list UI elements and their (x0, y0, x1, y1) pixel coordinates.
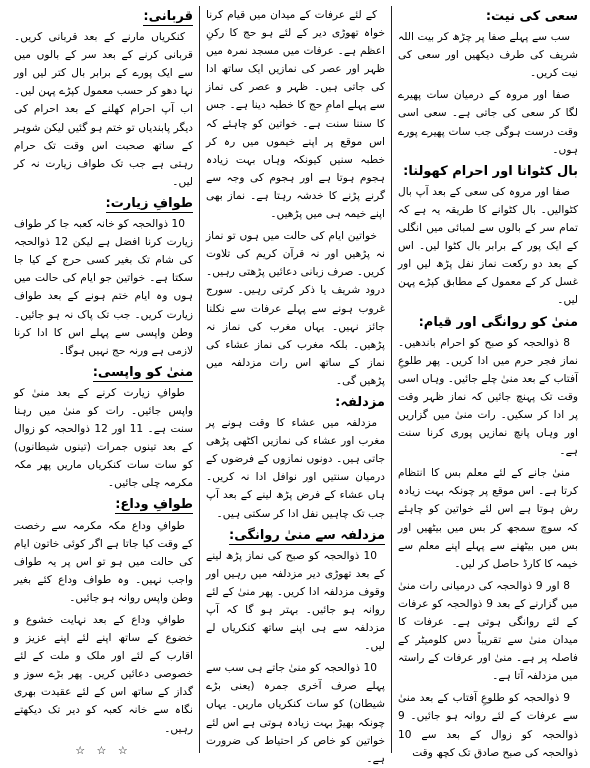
paragraph: صفا اور مروہ کی سعی کے بعد آپ بال کٹوالیں۔ بال کٹوانے کا طریقہ یہ ہے کہ تمام سر کے بالوں سے لمبائی میں انگلی کے ایک پور کے برابر بال کٹوا لیں۔ اس کے بعد دو رکعت نماز نفل پڑھ لیں اور غسل کر کے معمول کے مطابق کپڑے پہن لیں۔ (398, 185, 578, 307)
section-heading-text: مزدلفہ سے منیٰ روانگی: (229, 527, 385, 543)
end-stars: ☆ ☆ ☆ (75, 743, 132, 757)
paragraph: 8 اور 9 ذوالحجہ کی درمیانی رات منیٰ میں گزارنے کے بعد 9 ذوالحجہ کو عرفات کے لئے روانگی ہوتی ہے۔ عرفات کا میدان منیٰ سے تقریباً دس کلومیٹر کے فاصلہ پر ہے۔ منیٰ اور عرفات کے راستہ میں مزدلفہ آتا ہے۔ (398, 579, 578, 683)
section-heading-text: بال کٹوانا اور احرام کھولنا: (403, 163, 578, 179)
paragraph: کنکریاں مارنے کے بعد قربانی کریں۔ قربانی کرنے کے بعد سر کے بالوں میں سے ایک پورے کے برابر بال کتر لیں اور نہا دھو کر حسب معمول کپڑے پہن لیں۔ اب آپ احرام کھلنے کے بعد احرام کی دیگر پابندیاں تو ختم ہو گئیں لیکن شوہر کے ساتھ صحبت اس وقت تک حرام رہتی ہے جب تک طواف زیارت نہ کر لیں۔ (14, 31, 193, 188)
paragraph: منیٰ جانے کے لئے معلم بس کا انتظام کرتا ہے۔ اس موقع پر چونکہ بہت زیادہ رش ہوتا ہے اس لئے خواتین کو چاہئے کہ سوچ سمجھ کر بس میں بیٹھیں اور بس میں بیٹھنے سے پہلے اپنے معلم سے خیمہ کا کارڈ حاصل کر لیں۔ (398, 467, 578, 570)
section-heading (14, 496, 193, 514)
section-heading-text: طوافِ زیارت: (105, 195, 193, 211)
paragraph: کے لئے عرفات کے میدان میں قیام کرنا خواہ تھوڑی دیر کے لئے ہو حج کا رکنِ اعظم ہے۔ عرفات میں مسجد نمرہ میں ظہر اور عصر کی نمازیں ایک ساتھ ادا کی جاتی ہیں۔ ظہر و عصر کی نماز سے پہلے امامِ حج کا خطبہ دینا ہے۔ جس کا سننا سنت ہے۔ خواتین کو چاہئے کہ اس موقع پر اپنے خیموں میں رہ کر خطبہ سنیں کیونکہ وہاں بہت زیادہ ہجوم ہوتا ہے اور ہجوم کی وجہ سے گرنے پڑنے کا خدشہ رہتا ہے۔ نماز بھی اپنے خیمہ ہی میں پڑھیں۔ (206, 9, 385, 221)
paragraph: 10 ذوالحجہ کو صبح کی نماز پڑھ لینے کے بعد تھوڑی دیر مزدلفہ میں رہیں اور وقوف مزدلفہ ادا کریں۔ پھر منیٰ کے لئے روانہ ہو جائیں۔ بہتر ہو گا کہ آپ مزدلفہ سے ہی اپنے ساتھ کنکریاں لے لیں۔ (206, 549, 385, 653)
section-heading-text: سعی کی نیت: (485, 9, 578, 24)
section-heading (206, 527, 385, 545)
paragraph: صفا اور مروہ کے درمیان سات پھیرے لگا کر سعی کی جاتی ہے۔ سعی اسی وقت درست ہوگی جب سات پھیرے پورے ہوں۔ (398, 89, 578, 156)
paragraph: طوافِ زیارت کرنے کے بعد منیٰ کو واپس جائیں۔ رات کو منیٰ میں رہنا سنت ہے۔ 11 اور 12 ذوالحجہ کو زوال کے بعد تینوں جمرات (تینوں شیطانوں) کو سات سات کنکریاں ماریں پھر مکہ مکرمہ چلی جائیں۔ (14, 386, 193, 490)
section-heading (398, 314, 578, 332)
section-heading (398, 163, 578, 181)
paragraph: سب سے پہلے صفا پر چڑھ کر بیت اللہ شریف کی طرف دیکھیں اور سعی کی نیت کریں۔ (398, 31, 578, 80)
paragraph: 10 ذوالحجہ کو منیٰ جاتے ہی سب سے پہلے صرف آخری جمرہ (یعنی بڑے شیطان) کو سات کنکریاں ماریں۔ یہاں چونکہ بھیڑ بہت زیادہ ہوتی ہے اس لئے خواتین کو خاص کر احتیاط کی ضرورت ہے۔ (206, 662, 385, 765)
section-heading (14, 8, 193, 26)
paragraph: 9 ذوالحجہ کو طلوعِ آفتاب کے بعد منیٰ سے عرفات کے لئے روانہ ہو جائیں۔ 9 ذوالحجہ کو زوال کے بعد سے 10 ذوالحجہ کی صبح صادق تک کچھ وقت (398, 692, 578, 759)
paragraph: طوافِ وداع کے بعد نہایت خشوع و خضوع کے ساتھ اپنے لئے اپنے عزیز و اقارب کے لئے اور ملک و ملت کے لئے خصوصی دعائیں کریں۔ پھر بڑے سوز و گداز کے ساتھ اس کے لئے عقیدت بھری نگاہ سے خانہ کعبہ کو دیر تک دیکھتے رہیں۔ (14, 614, 193, 735)
section-heading-text: طوافِ وداع: (115, 497, 193, 513)
paragraph: 8 ذوالحجہ کو صبح کو احرام باندھیں۔ نماز فجر حرم میں ادا کریں۔ پھر طلوعِ آفتاب کے بعد منیٰ چلے جائیں۔ وہاں اسی وقت تک پہنچ جائیں کہ نماز ظہر وقت پر ادا کر سکیں۔ رات منیٰ میں گزاریں اور وہاں پانچ نمازیں پوری کرنا سنت ہے۔ (398, 336, 578, 458)
paragraph: خواتین ایام کی حالت میں ہوں تو نماز نہ پڑھیں اور نہ قرآن کریم کی تلاوت کریں۔ صرف زبانی دعائیں پڑھتی رہیں۔ درود شریف یا ذکر کرتی رہیں۔ سورج غروب ہونے سے پہلے عرفات سے نکلنا جائز نہیں۔ یہاں مغرب کی نماز نہ پڑھیں۔ بلکہ مغرب کی نماز عشاء کی نماز کے ساتھ اس رات مزدلفہ میں پڑھیں گی۔ (206, 230, 385, 387)
section-heading (14, 364, 193, 382)
section-heading (14, 195, 193, 213)
paragraph: مزدلفہ میں عشاء کا وقت ہونے پر مغرب اور عشاء کی نمازیں اکٹھی پڑھی جاتی ہیں۔ دونوں نمازوں کے فرضوں کے درمیان سنتیں اور نوافل ادا نہ کریں۔ ہاں عشاء کے فرض پڑھ لینے کے بعد آپ جب تک چاہیں نفل ادا کر سکتی ہیں۔ (206, 417, 385, 520)
paragraph: 10 ذوالحجہ کو خانہ کعبہ جا کر طواف زیارت کرنا افضل ہے لیکن 12 ذوالحجہ کی شام تک بغیر کسی حرج کے کیا جا سکتا ہے۔ خواتین جو ایام کی حالت میں ہوں وہ ایام ختم ہونے کے بعد طواف زیارت کریں۔ جب تک پاک نہ ہو جائیں۔ وطن واپسی سے پہلے اس کا ادا کرنا لازمی ہے ورنہ حج نہیں ہوگا۔ (14, 218, 193, 357)
section-heading-text: مزدلفہ: (335, 394, 385, 410)
column-middle (200, 6, 392, 765)
column-left (8, 6, 200, 757)
section-heading-text: منیٰ کو واپسی: (92, 364, 193, 380)
column-right (392, 6, 584, 759)
section-heading (398, 8, 578, 26)
paragraph: طوافِ وداع مکہ مکرمہ سے رخصت کے وقت کیا جاتا ہے اگر کوئی خاتون ایام کی حالت میں ہو تو اس پر یہ طواف واجب نہیں۔ وہ طواف وداع کئے بغیر وطن واپس روانہ ہو جائیں۔ (14, 519, 193, 604)
section-heading-text: منیٰ کو روانگی اور قیام: (418, 314, 578, 330)
section-heading (206, 394, 385, 412)
section-heading-text: قربانی: (143, 9, 193, 24)
